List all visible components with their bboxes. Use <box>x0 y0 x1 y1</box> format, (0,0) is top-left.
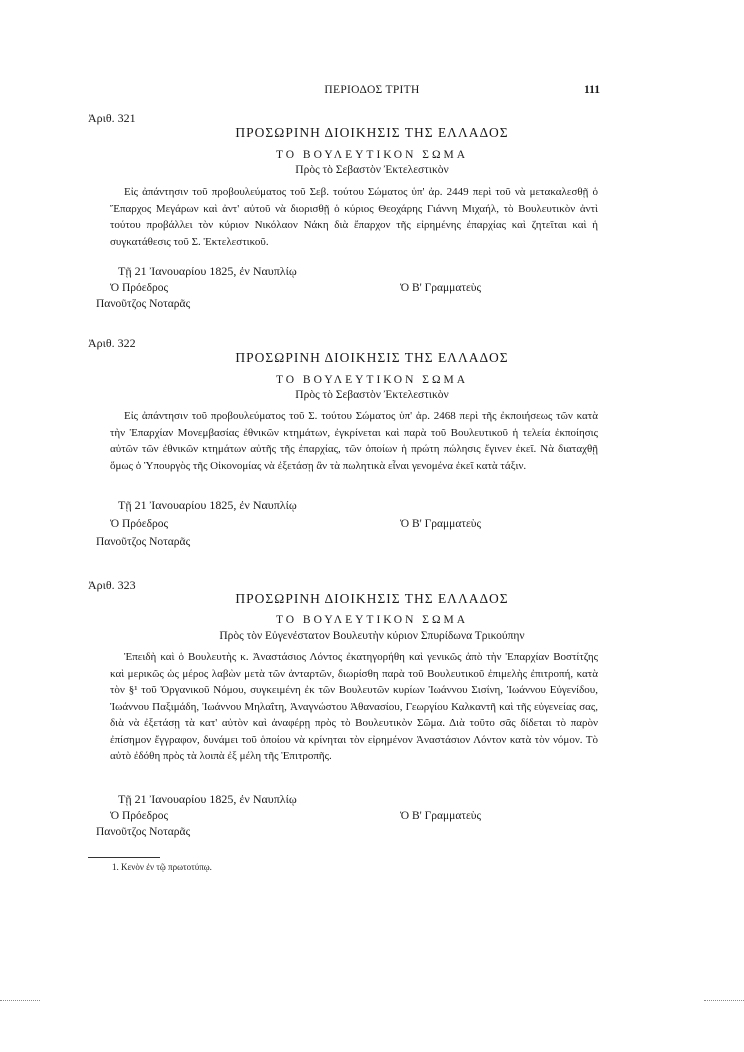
president-name: Πανοῦτζος Νοταρᾶς <box>96 536 191 548</box>
addressee: Πρὸς τὸ Σεβαστὸν Ἐκτελεστικὸν <box>295 164 449 176</box>
president-name: Πανοῦτζος Νοταρᾶς <box>96 298 191 310</box>
document-text: Ἐπειδὴ καὶ ὁ Βουλευτὴς κ. Ἀναστάσιος Λόντος ἐκατηγορήθη καὶ γενικῶς ἀπὸ τὴν Ἐπαρχίαν Βοστίτζης καὶ μερικῶς ὡς μέρος λαβὼν μετὰ τῶν ἀνταρτῶν, διωρίσθη παρὰ τοῦ Βουλευτικοῦ ἐπιμελὴς ἐπιτροπή, κατὰ τὸν §¹ τοῦ Ὀργανικοῦ Νόμου, συγκειμένη ἐκ τῶν Βουλευτῶν κυρίων Ἰωάννου Σισίνη, Ἰωάννου Εὐγενίδου, Ἰωάννου Παξιμάδη, Ἰωάννου Μηλαΐτη, Ἀναγνώστου Ἀθανασίου, Γεωργίου Καλκαντῆ καὶ τῆς εὐγενείας σας, διὰ νὰ ἐξετάσῃ τὰ κατ' αὐτὸν καὶ ἀναφέρῃ πρὸς τὸ Βουλευτικὸν Σῶμα. Διὰ τοῦτο σᾶς δίδεται τὸ παρὸν ἐπίσημον ἔγγραφον, δυνάμει τοῦ ὁποίου νὰ κρίνηται τὸν εἰρημένον Ἀναστάσιον Λόντον κατὰ τὸν νόμον. Τὸ αὐτὸ ἐδόθη πρὸς τὰ λοιπὰ ἐξ μέλη τῆς Ἐπιτροπῆς. <box>110 651 598 762</box>
issuing-body: ΤΟ ΒΟΥΛΕΥΤΙΚΟΝ ΣΩΜΑ <box>275 614 469 626</box>
president-title: Ὁ Πρόεδρος <box>110 810 169 822</box>
document-date: Τῇ 21 Ἰανουαρίου 1825, ἐν Ναυπλίῳ <box>118 792 297 806</box>
president-title: Ὁ Πρόεδρος <box>110 518 169 530</box>
secretary-title: Ὁ Β' Γραμματεὺς <box>400 282 482 294</box>
document-text: Εἰς ἀπάντησιν τοῦ προβουλεύματος τοῦ Σεβ. τούτου Σώματος ὑπ' ἀρ. 2449 περὶ τοῦ νὰ μετακαλεσθῇ ὁ Ἔπαρχος Μεγάρων καὶ ἀντ' αὐτοῦ νὰ διορισθῇ ὁ κύριος Θεοχάρης Γιάννη Μιχαήλ, τὸ Βουλευτικὸν ἀντὶ τούτου προβάλλει τὸν κύριον Νικόλαον Νάκη διὰ ἔπαρχον τῆς εἰρημένης ἐπαρχίας καὶ ζητεῖται καὶ ἡ συγκατάθεσις τοῦ Σ. Ἐκτελεστικοῦ. <box>110 186 598 248</box>
footnote-rule <box>88 857 160 858</box>
president-title: Ὁ Πρόεδρος <box>110 282 169 294</box>
document-number: Ἀριθ. 321 <box>88 111 136 125</box>
addressee: Πρὸς τὸ Σεβαστὸν Ἐκτελεστικὸν <box>295 389 449 401</box>
scan-edge-mark <box>704 1000 744 1001</box>
footnote: 1. Κενὸν ἐν τῷ πρωτοτύπῳ. <box>112 862 212 872</box>
document-number: Ἀριθ. 322 <box>88 336 136 350</box>
president-name: Πανοῦτζος Νοταρᾶς <box>96 826 191 838</box>
page-number: 111 <box>584 84 600 96</box>
document-date: Τῇ 21 Ἰανουαρίου 1825, ἐν Ναυπλίῳ <box>118 264 297 278</box>
document-text: Εἰς ἀπάντησιν τοῦ προβουλεύματος τοῦ Σ. τούτου Σώματος ὑπ' ἀρ. 2468 περὶ τῆς ἐκποιήσεως τῶν κατὰ τὴν Ἐπαρχίαν Μονεμβασίας ἐθνικῶν κτημάτων, ἐγκρίνεται καὶ παρὰ τοῦ Βουλευτικοῦ ἡ τελεία ἐκποίησις αὐτῶν τῶν ἐθνικῶν κτημάτων αὐτῆς τῆς ἐπαρχίας, τῶν ὁποίων ἡ πρώτη πώλησις ἔγινεν ἐκεῖ. Νὰ διαταχθῇ ὅμως ὁ Ὑπουργὸς τῆς Οἰκονομίας νὰ ἐξετάσῃ ἂν τὰ πωλητικὰ εἶναι γενομένα ἐκεῖ κατὰ τάξιν. <box>110 410 598 472</box>
scan-edge-mark <box>0 1000 40 1001</box>
document-number: Ἀριθ. 323 <box>88 578 136 592</box>
addressee: Πρὸς τὸν Εὐγενέστατον Βουλευτὴν κύριον Σπυρίδωνα Τρικούπην <box>219 630 525 642</box>
secretary-title: Ὁ Β' Γραμματεὺς <box>400 518 482 530</box>
issuing-body: ΤΟ ΒΟΥΛΕΥΤΙΚΟΝ ΣΩΜΑ <box>275 149 469 161</box>
running-header-title: ΠΕΡΙΟΔΟΣ ΤΡΙΤΗ <box>324 84 420 96</box>
secretary-title: Ὁ Β' Γραμματεὺς <box>400 810 482 822</box>
issuing-body: ΤΟ ΒΟΥΛΕΥΤΙΚΟΝ ΣΩΜΑ <box>275 374 469 386</box>
document-date: Τῇ 21 Ἰανουαρίου 1825, ἐν Ναυπλίῳ <box>118 498 297 512</box>
government-heading: ΠΡΟΣΩΡΙΝΗ ΔΙΟΙΚΗΣΙΣ ΤΗΣ ΕΛΛΑΔΟΣ <box>235 591 509 606</box>
government-heading: ΠΡΟΣΩΡΙΝΗ ΔΙΟΙΚΗΣΙΣ ΤΗΣ ΕΛΛΑΔΟΣ <box>235 125 509 140</box>
government-heading: ΠΡΟΣΩΡΙΝΗ ΔΙΟΙΚΗΣΙΣ ΤΗΣ ΕΛΛΑΔΟΣ <box>235 350 509 365</box>
